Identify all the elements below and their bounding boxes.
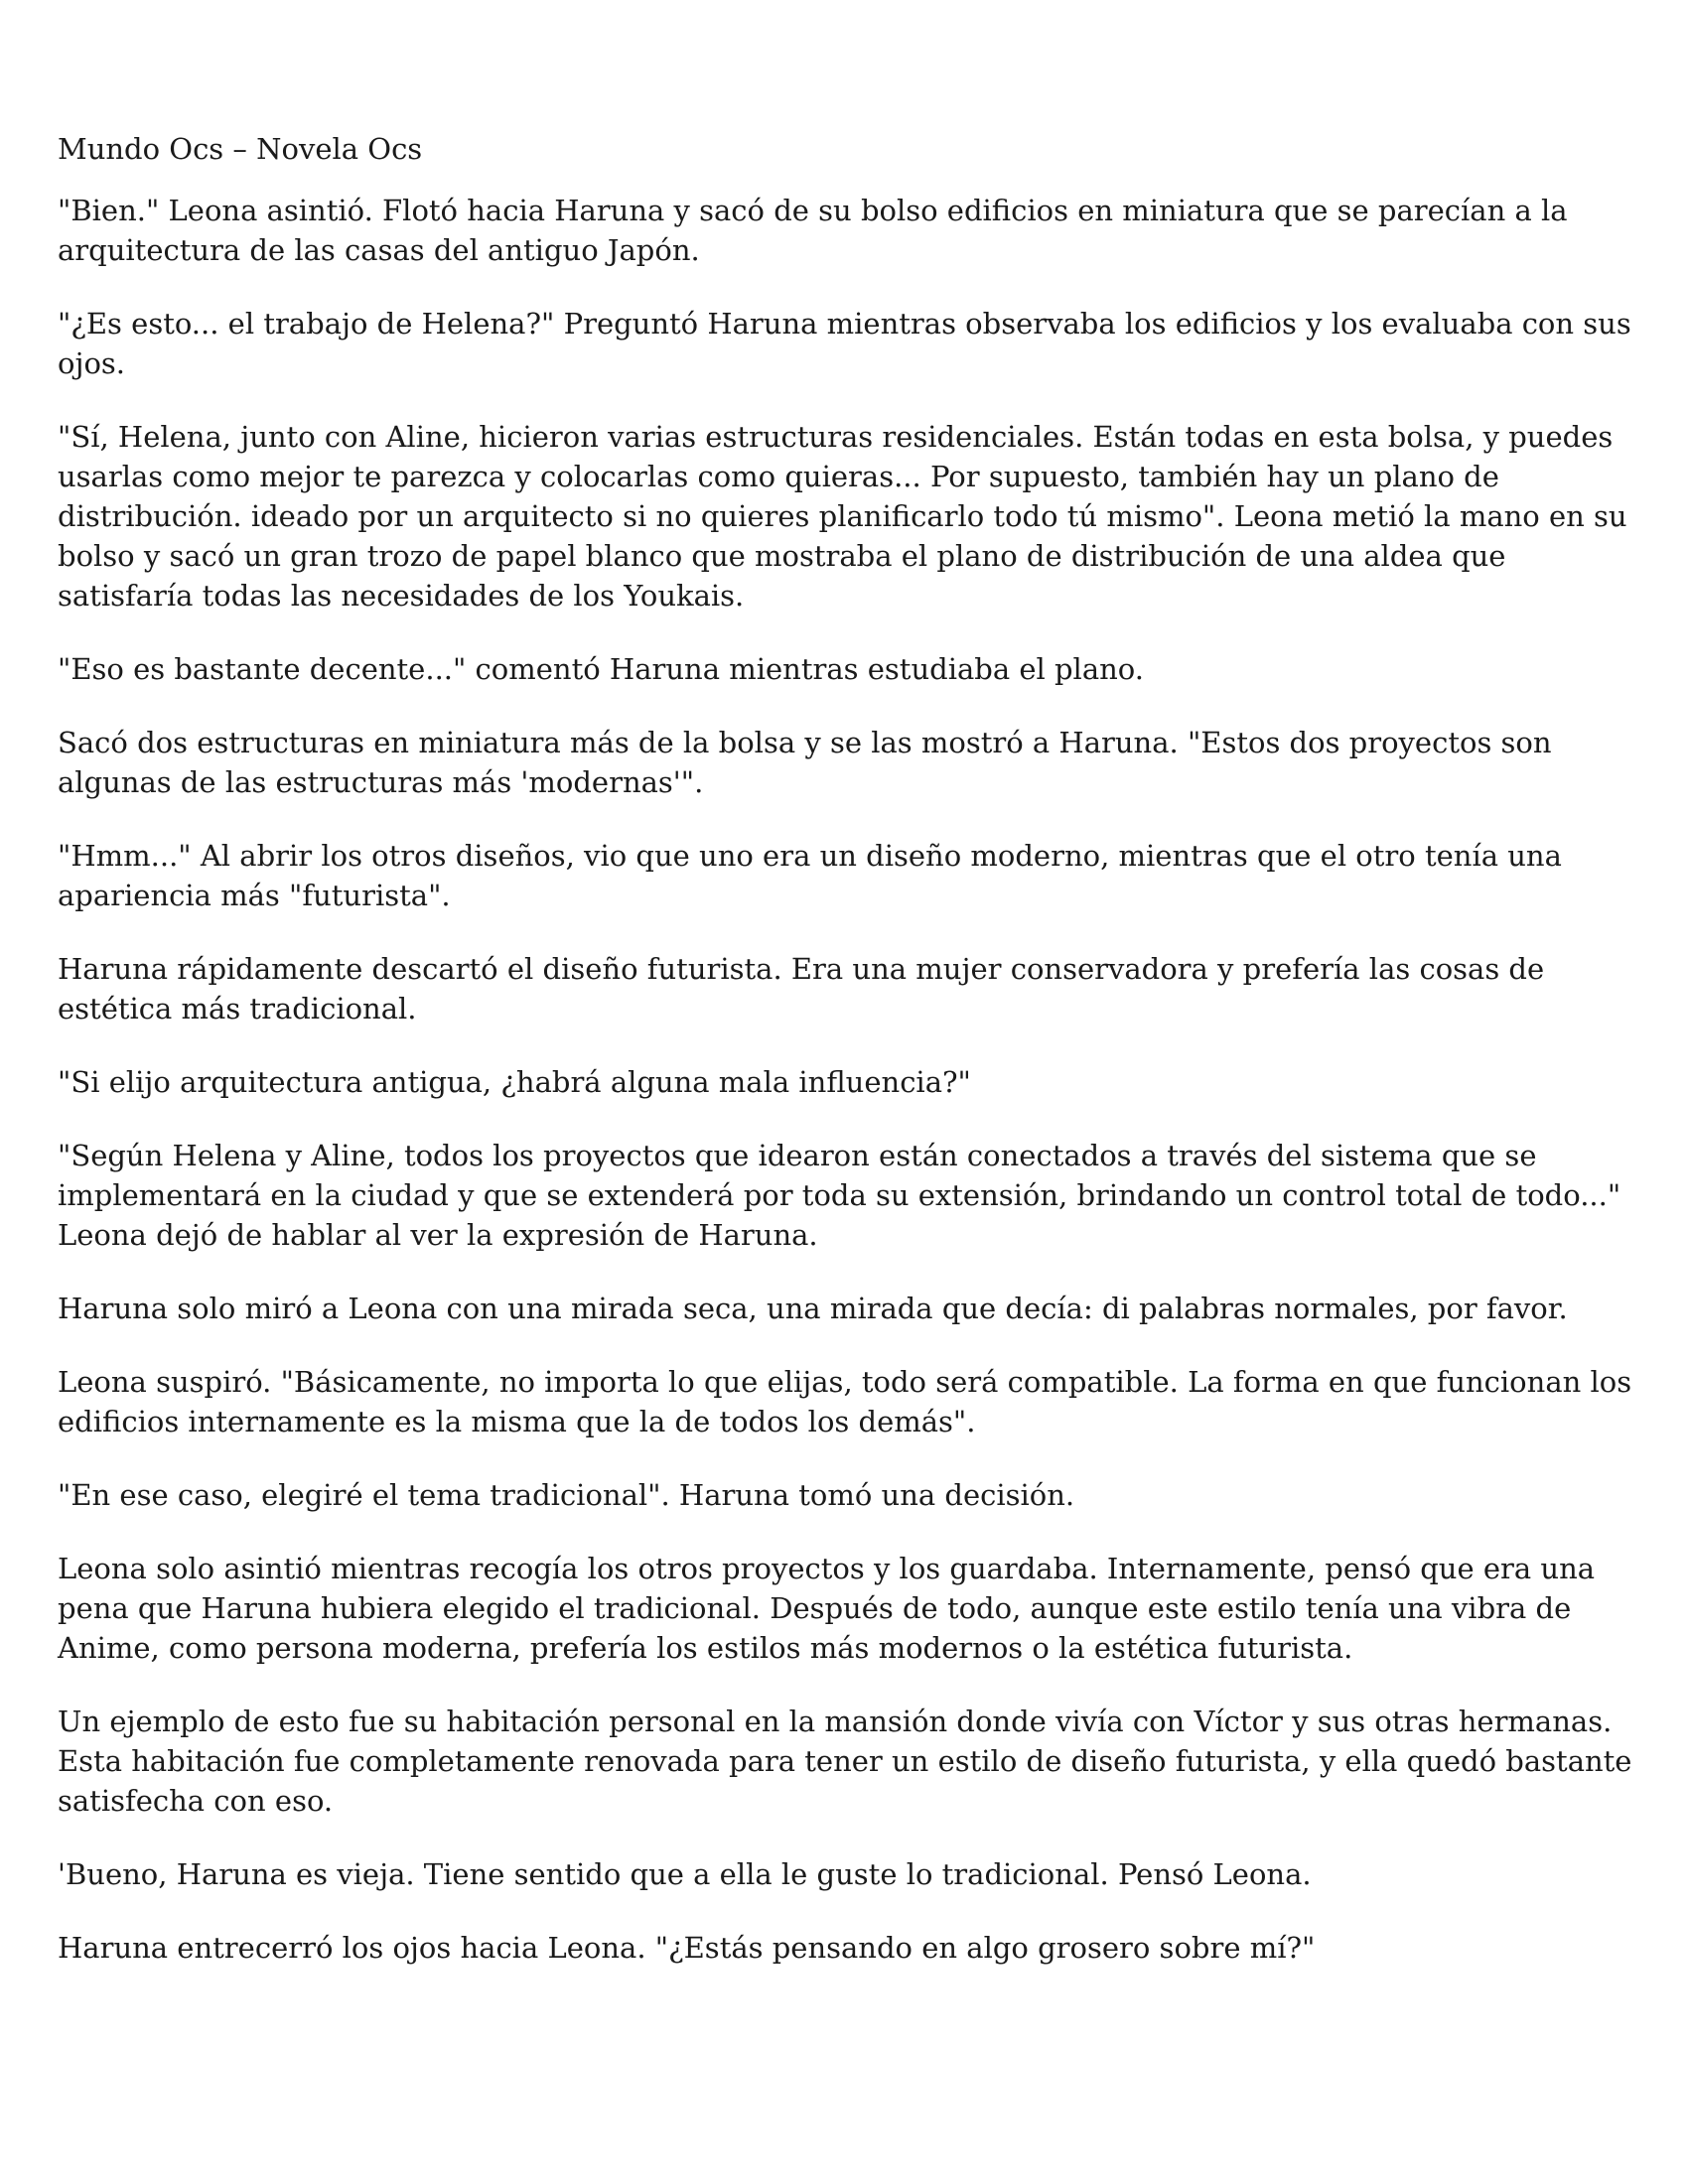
- paragraph: Haruna entrecerró los ojos hacia Leona. "¿Estás pensando en algo grosero sobre mí?": [58, 1931, 1316, 1965]
- paragraph: "Eso es bastante decente..." comentó Haruna mientras estudiaba el plano.: [58, 652, 1144, 686]
- paragraph: 'Bueno, Haruna es vieja. Tiene sentido que a ella le guste lo tradicional. Pensó Leona.: [58, 1857, 1312, 1891]
- paragraph: Un ejemplo de esto fue su habitación personal en la mansión donde vivía con Víctor y sus otras hermanas. Esta habitación fue completamente renovada para tener un estilo de diseño futurista, y ella quedó bastante satisfecha con eso.: [58, 1705, 1632, 1818]
- paragraph: "Si elijo arquitectura antigua, ¿habrá alguna mala influencia?": [58, 1065, 971, 1099]
- paragraph: Haruna rápidamente descartó el diseño futurista. Era una mujer conservadora y prefería las cosas de estética más tradicional.: [58, 952, 1545, 1025]
- paragraph: "Sí, Helena, junto con Aline, hicieron varias estructuras residenciales. Están todas en esta bolsa, y puedes usarlas como mejor te parezca y colocarlas como quieras... Por supuesto, también hay un plano de distribución. ideado por un arquitecto si no quieres planificarlo todo tú mismo". Leona metió la mano en su bolso y sacó un gran trozo de papel blanco que mostraba el plano de distribución de una aldea que satisfaría todas las necesidades de los Youkais.: [58, 420, 1627, 613]
- paragraph: "Bien." Leona asintió. Flotó hacia Haruna y sacó de su bolso edificios en miniatura que se parecían a la arquitectura de las casas del antiguo Japón.: [58, 194, 1568, 267]
- paragraph: Sacó dos estructuras en miniatura más de la bolsa y se las mostró a Haruna. "Estos dos proyectos son algunas de las estructuras más 'modernas'".: [58, 726, 1552, 799]
- paragraph: Haruna solo miró a Leona con una mirada seca, una mirada que decía: di palabras normales, por favor.: [58, 1292, 1568, 1325]
- paragraph: "En ese caso, elegiré el tema tradicional". Haruna tomó una decisión.: [58, 1478, 1075, 1512]
- paragraph: "¿Es esto... el trabajo de Helena?" Preguntó Haruna mientras observaba los edificios y los evaluaba con sus ojos.: [58, 307, 1631, 380]
- document-header: Mundo Ocs – Novela Ocs: [58, 132, 423, 166]
- paragraph: "Según Helena y Aline, todos los proyectos que idearon están conectados a través del sistema que se implementará en la ciudad y que se extenderá por toda su extensión, brindando un control total de todo..." Leona dejó de hablar al ver la expresión de Haruna.: [58, 1139, 1621, 1252]
- document-page: [58, 129, 1646, 2001]
- paragraph: "Hmm..." Al abrir los otros diseños, vio que uno era un diseño moderno, mientras que el otro tenía una apariencia más "futurista".: [58, 839, 1562, 912]
- paragraph: Leona suspiró. "Básicamente, no importa lo que elijas, todo será compatible. La forma en que funcionan los edificios internamente es la misma que la de todos los demás".: [58, 1365, 1632, 1438]
- paragraph: Leona solo asintió mientras recogía los otros proyectos y los guardaba. Internamente, pensó que era una pena que Haruna hubiera elegido el tradicional. Después de todo, aunque este estilo tenía una vibra de Anime, como persona moderna, prefería los estilos más modernos o la estética futurista.: [58, 1552, 1596, 1665]
